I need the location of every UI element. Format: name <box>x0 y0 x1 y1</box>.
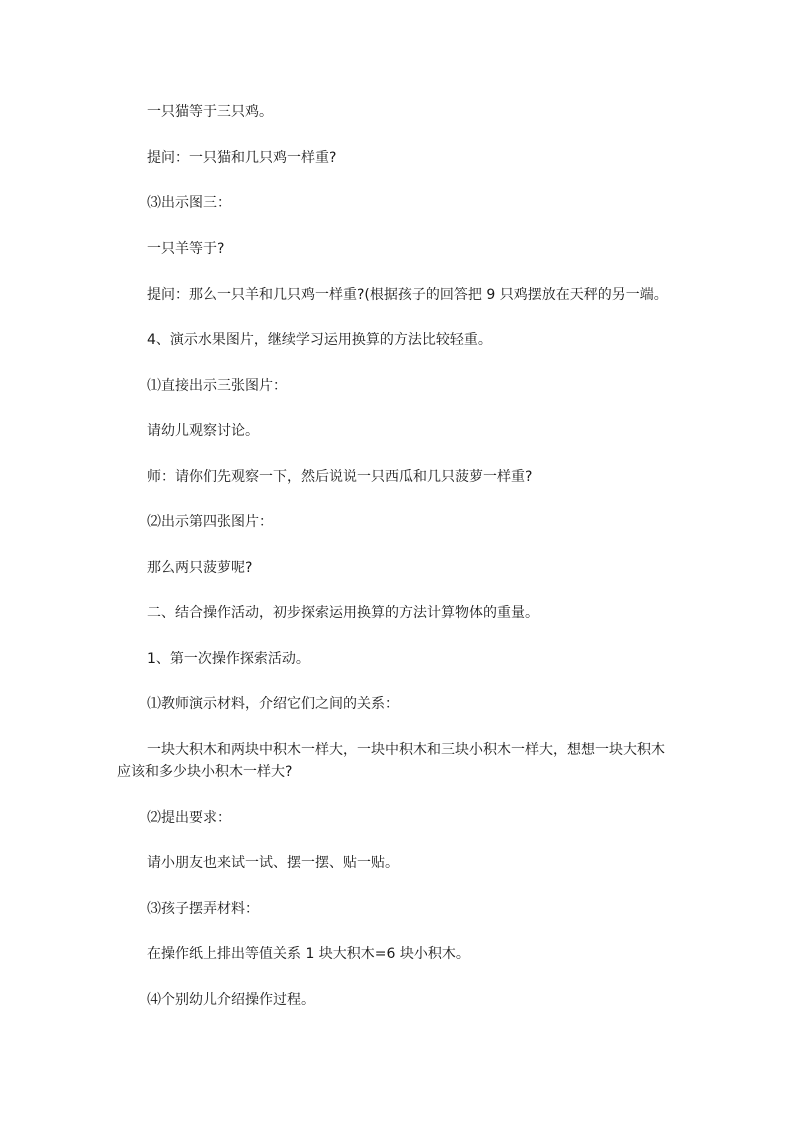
paragraph: 请幼儿观察讨论。 <box>147 423 259 439</box>
paragraph: ⑵提出要求： <box>147 810 231 826</box>
paragraph: 在操作纸上排出等值关系 1 块大积木=6 块小积木。 <box>147 946 470 962</box>
paragraph: 提问：那么一只羊和几只鸡一样重?(根据孩子的回答把 9 只鸡摆放在天秤的另一端。 <box>147 287 668 303</box>
paragraph: 4、演示水果图片，继续学习运用换算的方法比较轻重。 <box>147 332 492 348</box>
paragraph: 一块大积木和两块中积木一样大，一块中积木和三块小积木一样大，想想一块大积木应该和多少块小积木一样大? <box>117 742 665 780</box>
paragraph: 师：请你们先观察一下，然后说说一只西瓜和几只菠萝一样重? <box>147 469 533 485</box>
paragraph: 那么两只菠萝呢? <box>147 560 253 576</box>
paragraph: ⑴直接出示三张图片： <box>147 378 287 394</box>
paragraph: ⑶出示图三： <box>147 195 231 211</box>
paragraph: ⑷个别幼儿介绍操作过程。 <box>147 992 315 1008</box>
paragraph: 请小朋友也来试一试、摆一摆、贴一贴。 <box>147 855 399 871</box>
paragraph: 一只羊等于? <box>147 241 225 257</box>
paragraph: ⑶孩子摆弄材料： <box>147 901 259 917</box>
paragraph: 二、结合操作活动，初步探索运用换算的方法计算物体的重量。 <box>147 605 539 621</box>
paragraph: 一只猫等于三只鸡。 <box>147 104 273 120</box>
paragraph: 1、第一次操作探索活动。 <box>147 651 310 667</box>
paragraph: ⑴教师演示材料，介绍它们之间的关系： <box>147 696 399 712</box>
paragraph: ⑵出示第四张图片： <box>147 514 273 530</box>
paragraph: 提问：一只猫和几只鸡一样重? <box>147 150 337 166</box>
